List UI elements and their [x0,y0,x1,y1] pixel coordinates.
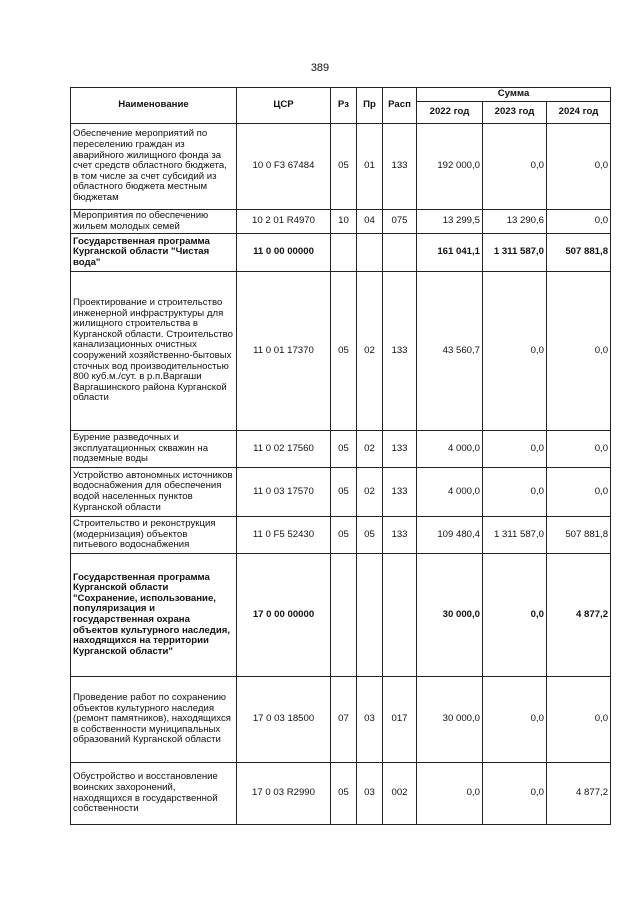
row-value-2023: 0,0 [483,554,547,677]
row-value-2022: 4 000,0 [417,431,483,468]
table-row [71,272,611,431]
row-value-2022: 43 560,7 [417,272,483,431]
row-value-2023: 0,0 [483,124,547,210]
row-value-2023: 0,0 [483,431,547,468]
row-name: Проведение работ по сохранению объектов культурного наследия (ремонт памятников), находящихся в собственности муниципальных образований Курганской области [71,677,237,763]
row-rasp: 075 [383,210,417,234]
row-rasp: 017 [383,677,417,763]
row-name: Государственная программа Курганской области "Сохранение, использование, популяризация и государственная охрана объектов культурного наследия, находящихся на территории Курганской области" [71,554,237,677]
row-csr: 11 0 02 17560 [237,431,331,468]
row-csr: 11 0 F5 52430 [237,517,331,554]
table-row [71,677,611,763]
row-value-2024: 0,0 [547,431,611,468]
row-name: Бурение разведочных и эксплуатационных скважин на подземные воды [71,431,237,468]
page-number: 389 [310,62,330,74]
row-value-2024: 4 877,2 [547,554,611,677]
row-pr: 01 [357,124,383,210]
table-row [71,554,611,677]
row-csr: 11 0 01 17370 [237,272,331,431]
header-sum: Сумма [417,88,611,102]
header-year-2023: 2023 год [483,102,547,124]
header-year-2022: 2022 год [417,102,483,124]
row-pr: 03 [357,763,383,825]
row-value-2022: 161 041,1 [417,234,483,272]
row-name: Обеспечение мероприятий по переселению граждан из аварийного жилищного фонда за счет средств областного бюджета, в том числе за счет субсидий из областного бюджета местным бюджетам [71,124,237,210]
row-csr: 11 0 03 17570 [237,468,331,517]
header-pr: Пр [357,88,383,124]
table-row [71,468,611,517]
row-rz: 07 [331,677,357,763]
row-value-2023: 1 311 587,0 [483,517,547,554]
row-value-2024: 0,0 [547,468,611,517]
row-pr: 05 [357,517,383,554]
row-value-2022: 109 480,4 [417,517,483,554]
row-pr [357,234,383,272]
table-row [71,431,611,468]
row-value-2023: 1 311 587,0 [483,234,547,272]
row-rz [331,234,357,272]
table-row [71,763,611,825]
row-value-2022: 192 000,0 [417,124,483,210]
row-name: Проектирование и строительство инженерной инфраструктуры для жилищного строительства в Курганской области. Строительство канализационных очистных сооружений хозяйственно-бытовых сточных вод производительностью 800 куб.м./сут. в р.п.Варгаши Варгашинского района Курганской области [71,272,237,431]
table-row [71,517,611,554]
row-rz: 05 [331,431,357,468]
table-row [71,234,611,272]
row-csr: 17 0 03 R2990 [237,763,331,825]
row-value-2023: 0,0 [483,763,547,825]
row-value-2023: 0,0 [483,468,547,517]
header-rasp: Расп [383,88,417,124]
row-value-2022: 30 000,0 [417,677,483,763]
row-value-2022: 4 000,0 [417,468,483,517]
row-rz: 05 [331,517,357,554]
row-name: Мероприятия по обеспечению жильем молодых семей [71,210,237,234]
row-name: Устройство автономных источников водоснабжения для обеспечения водой населенных пунктов Курганской области [71,468,237,517]
row-value-2024: 507 881,8 [547,234,611,272]
row-pr: 04 [357,210,383,234]
table-row [71,124,611,210]
row-value-2023: 0,0 [483,272,547,431]
row-pr: 02 [357,468,383,517]
row-rasp [383,554,417,677]
row-csr: 10 0 F3 67484 [237,124,331,210]
row-csr: 17 0 03 18500 [237,677,331,763]
row-pr: 03 [357,677,383,763]
row-rasp: 133 [383,272,417,431]
row-value-2023: 13 290,6 [483,210,547,234]
row-rz: 05 [331,124,357,210]
row-rz: 05 [331,468,357,517]
row-value-2024: 0,0 [547,272,611,431]
row-value-2024: 0,0 [547,210,611,234]
row-pr: 02 [357,272,383,431]
row-csr: 11 0 00 00000 [237,234,331,272]
row-csr: 17 0 00 00000 [237,554,331,677]
row-value-2022: 0,0 [417,763,483,825]
row-name: Строительство и реконструкция (модернизация) объектов питьевого водоснабжения [71,517,237,554]
row-rasp: 133 [383,517,417,554]
row-name: Обустройство и восстановление воинских захоронений, находящихся в государственной собственности [71,763,237,825]
header-csr: ЦСР [237,88,331,124]
row-rasp: 133 [383,468,417,517]
row-csr: 10 2 01 R4970 [237,210,331,234]
row-rz: 10 [331,210,357,234]
row-rasp: 133 [383,124,417,210]
row-value-2024: 507 881,8 [547,517,611,554]
row-rasp: 133 [383,431,417,468]
row-value-2024: 4 877,2 [547,763,611,825]
row-rz: 05 [331,272,357,431]
budget-table [70,87,611,825]
row-rasp: 002 [383,763,417,825]
header-rz: Рз [331,88,357,124]
row-name: Государственная программа Курганской области "Чистая вода" [71,234,237,272]
row-value-2023: 0,0 [483,677,547,763]
row-value-2024: 0,0 [547,677,611,763]
row-pr [357,554,383,677]
row-pr: 02 [357,431,383,468]
row-value-2022: 30 000,0 [417,554,483,677]
row-value-2024: 0,0 [547,124,611,210]
row-value-2022: 13 299,5 [417,210,483,234]
header-name: Наименование [71,88,237,124]
table-row [71,210,611,234]
header-year-2024: 2024 год [547,102,611,124]
row-rasp [383,234,417,272]
row-rz: 05 [331,763,357,825]
row-rz [331,554,357,677]
